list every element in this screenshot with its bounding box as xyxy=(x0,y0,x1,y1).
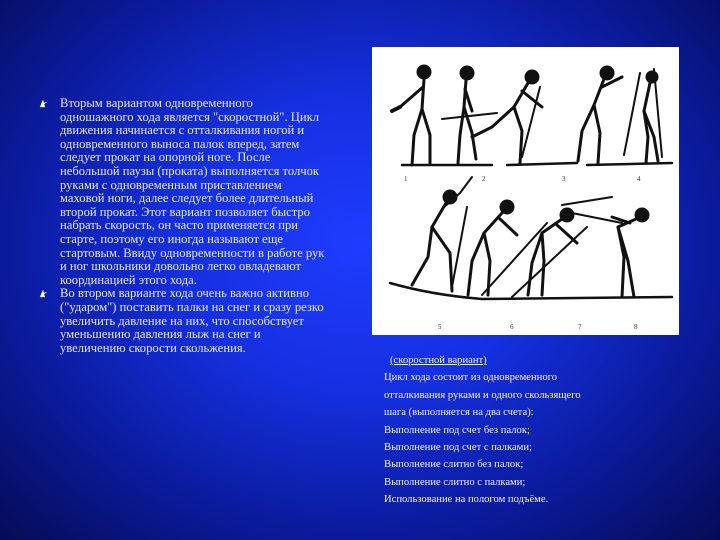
caption-line: Выполнение слитно без палок; xyxy=(384,459,524,471)
caption-line: Выполнение под счет без палок; xyxy=(384,424,530,436)
bullet-icon xyxy=(38,98,49,109)
skier-7 xyxy=(468,201,547,295)
caption-line: отталкивания руками и одного скользящего xyxy=(384,389,581,401)
figure-caption xyxy=(384,352,684,509)
frame-number: 5 xyxy=(438,323,442,331)
skier-sequence-figure xyxy=(372,47,679,335)
caption-line: Цикл хода состоит из одновременного xyxy=(384,372,557,384)
frame-number: 6 xyxy=(510,323,514,331)
frame-number: 7 xyxy=(578,323,582,331)
skier-1 xyxy=(392,66,430,165)
skier-6 xyxy=(412,177,472,291)
caption-title: (скоростной вариант) xyxy=(390,355,487,366)
caption-line: шага (выполняется на два счета): xyxy=(384,407,534,419)
bullet-icon xyxy=(38,288,49,299)
frame-number: 4 xyxy=(637,175,641,183)
skier-sequence-illustration xyxy=(372,47,679,335)
caption-line: Использование на пологом подъёме. xyxy=(384,494,549,506)
skier-3 xyxy=(472,71,542,163)
skier-4 xyxy=(578,67,640,163)
frame-number: 1 xyxy=(404,175,408,183)
frame-number: 3 xyxy=(562,175,566,183)
caption-line: Выполнение под счет с палками; xyxy=(384,442,532,454)
caption-line: Выполнение слитно с палками; xyxy=(384,476,526,488)
body-text xyxy=(38,97,328,355)
frame-number: 8 xyxy=(634,323,638,331)
paragraph-1-text: Вторым вариантом одновременного одношажного хода является "скоростной". Цикл движения начинается с отталкивания ногой и одновременного выноса палок вперед, затем следует прокат на опорной ноге. После небольшой паузы (проката) выполняется толчок руками с одновременным приставлением маховой ноги, далее следует более длительный второй прокат. Этот вариант позволяет быстро набрать скорость, он часто применяется при старте, поэтому его иногда называют еще стартовым. Ввиду одновременности в работе рук и ног школьники довольно легко овладевают координацией этого хода. xyxy=(60,96,325,287)
bullet-paragraph-1 xyxy=(38,97,328,287)
skier-5 xyxy=(644,69,662,163)
paragraph-2-text: Во втором варианте хода очень важно активно ("ударом") поставить палки на снег и сразу резко увеличить давление на них, что способствует уменьшению давления лыж на снег и увеличению скорости скольжения. xyxy=(60,286,324,355)
skier-2 xyxy=(442,67,497,163)
bullet-paragraph-2 xyxy=(38,287,328,355)
skier-9 xyxy=(562,209,648,297)
frame-number: 2 xyxy=(482,175,486,183)
